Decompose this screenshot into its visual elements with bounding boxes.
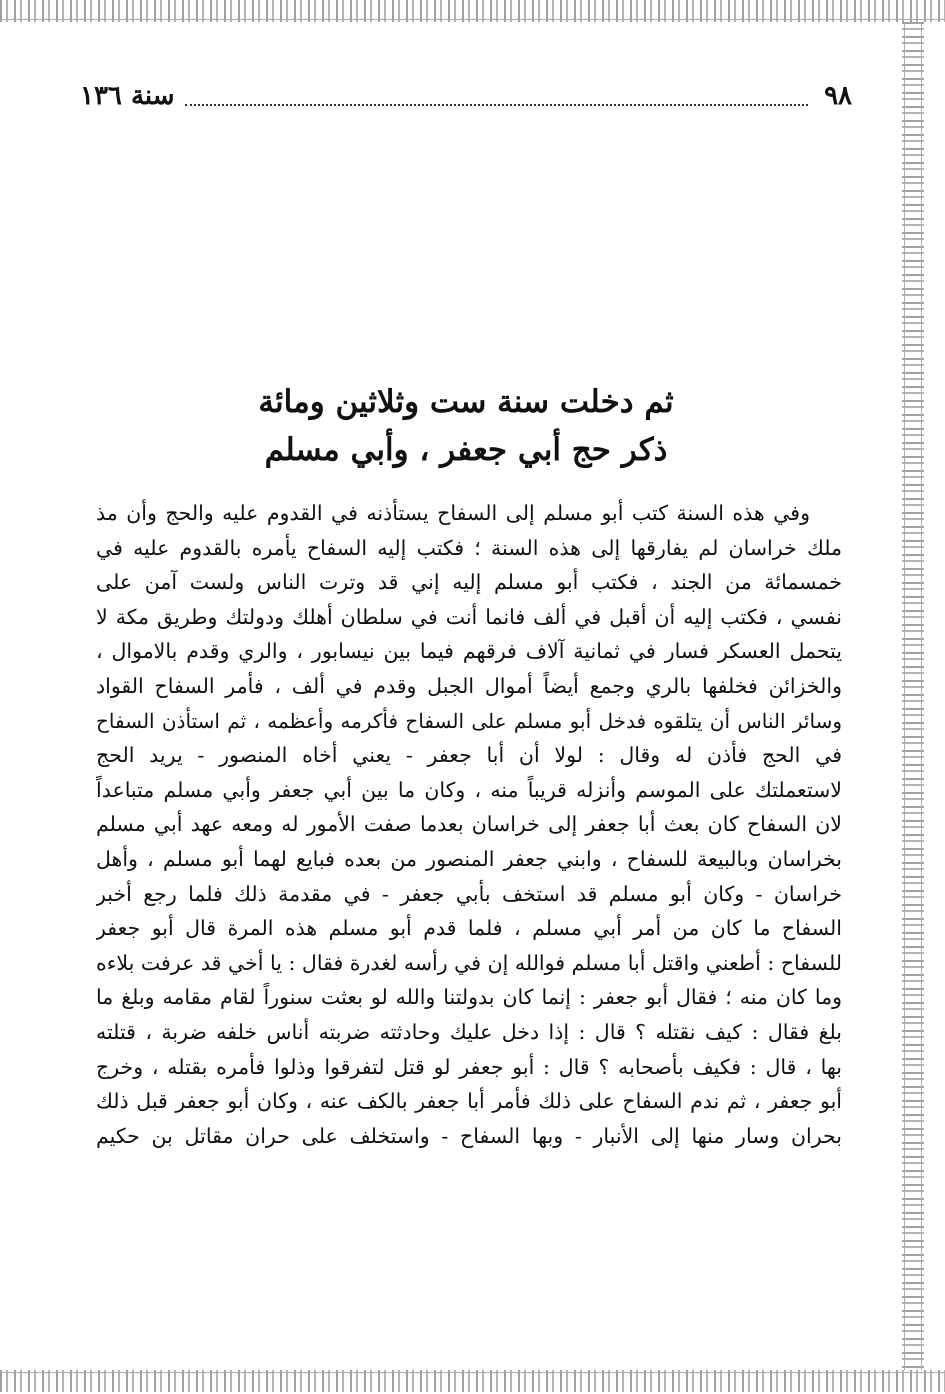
text-line: للسفاح : أطعني واقتل أبا مسلم فوالله إن في رأسه لغدرة فقال : يا أخي قد عرفت بلاءه bbox=[96, 950, 842, 975]
running-title: سنة ١٣٦ bbox=[80, 81, 175, 111]
decorative-border-bottom bbox=[0, 1370, 945, 1392]
text-line: أبو جعفر ، ثم ندم السفاح على ذلك فأمر أبا جعفر بالكف عنه ، وكان أبو جعفر قبل ذلك bbox=[96, 1089, 842, 1114]
text-line: بحران وسار منها إلى الأنبار - وبها السفاح - واستخلف على حران مقاتل بن حكيم bbox=[96, 1123, 842, 1148]
text-line: لاستعملتك على الموسم وأنزله قريباً منه ، وكان ما بين أبي جعفر وأبي مسلم متباعداً bbox=[96, 777, 842, 802]
text-line: نفسي ، فكتب إليه أن أقبل في ألف فانما أنت في سلطان أهلك ودولتك وطريق مكة لا bbox=[96, 604, 842, 629]
decorative-border-top bbox=[0, 0, 945, 22]
dotted-leader bbox=[185, 86, 809, 106]
text-line: ملك خراسان لم يفارقها إلى هذه السنة ؛ فكتب إليه السفاح يأمره بالقدوم عليه في bbox=[96, 535, 842, 560]
page-header bbox=[80, 76, 852, 116]
text-line: خراسان - وكان أبو مسلم قد استخف بأبي جعفر - في مقدمة ذلك فلما رجع أخبر bbox=[96, 881, 842, 906]
section-headings bbox=[80, 378, 852, 474]
text-line: وما كان منه ؛ فقال أبو جعفر : إنما كان بدولتنا والله لو بعثت سنوراً لقام مقامه وبلغ ما bbox=[96, 985, 842, 1010]
text-line: بها ، قال : فكيف بأصحابه ؟ قال : أبو جعفر لو قتل لتفرقوا وذلوا فأمره بقتله ، وخرج bbox=[96, 1054, 842, 1079]
text-line: السفاح ما كان من أمر أبي مسلم ، فلما قدم أبو مسلم هذه المرة قال أبو جعفر bbox=[96, 916, 842, 941]
section-subtitle: ذكر حج أبي جعفر ، وأبي مسلم bbox=[264, 432, 668, 468]
section-title: ثم دخلت سنة ست وثلاثين ومائة bbox=[258, 384, 674, 420]
text-line: بلغ فقال : كيف نقتله ؟ قال : إذا دخل عليك وحادثته ضربته أناس خلفه ضربة ، قتلته bbox=[96, 1019, 842, 1044]
decorative-border-right bbox=[902, 22, 924, 1370]
body-text bbox=[96, 496, 842, 1153]
text-line: خمسمائة من الجند ، فكتب أبو مسلم إليه إني قد وترت الناس ولست آمن على bbox=[96, 570, 842, 595]
text-line: يتحمل العسكر فسار في ثمانية آلاف فرقهم فيما بين نيسابور ، والري وقدم بالاموال ، bbox=[96, 639, 842, 664]
text-line: وسائر الناس أن يتلقوه فدخل أبو مسلم على السفاح فأكرمه وأعظمه ، ثم استأذن السفاح bbox=[96, 708, 842, 733]
text-line: وفي هذه السنة كتب أبو مسلم إلى السفاح يستأذنه في القدوم عليه والحج وأن مذ bbox=[96, 501, 810, 525]
text-line: في الحج فأذن له وقال : لولا أن أبا جعفر - يعني أخاه المنصور - يريد الحج bbox=[96, 743, 842, 768]
text-line: والخزائن فخلفها بالري وجمع أيضاً أموال الجبل وقدم في ألف ، فأمر السفاح القواد bbox=[96, 673, 842, 698]
page-number: ٩٨ bbox=[824, 81, 852, 111]
text-line: لان السفاح كان بعث أبا جعفر إلى خراسان بعدما صفت الأمور له ومعه عهد أبي مسلم bbox=[96, 812, 842, 837]
text-line: بخراسان وبالبيعة للسفاح ، وابني جعفر المنصور من بعده فبايع لهما أبو مسلم ، وأهل bbox=[96, 846, 842, 871]
